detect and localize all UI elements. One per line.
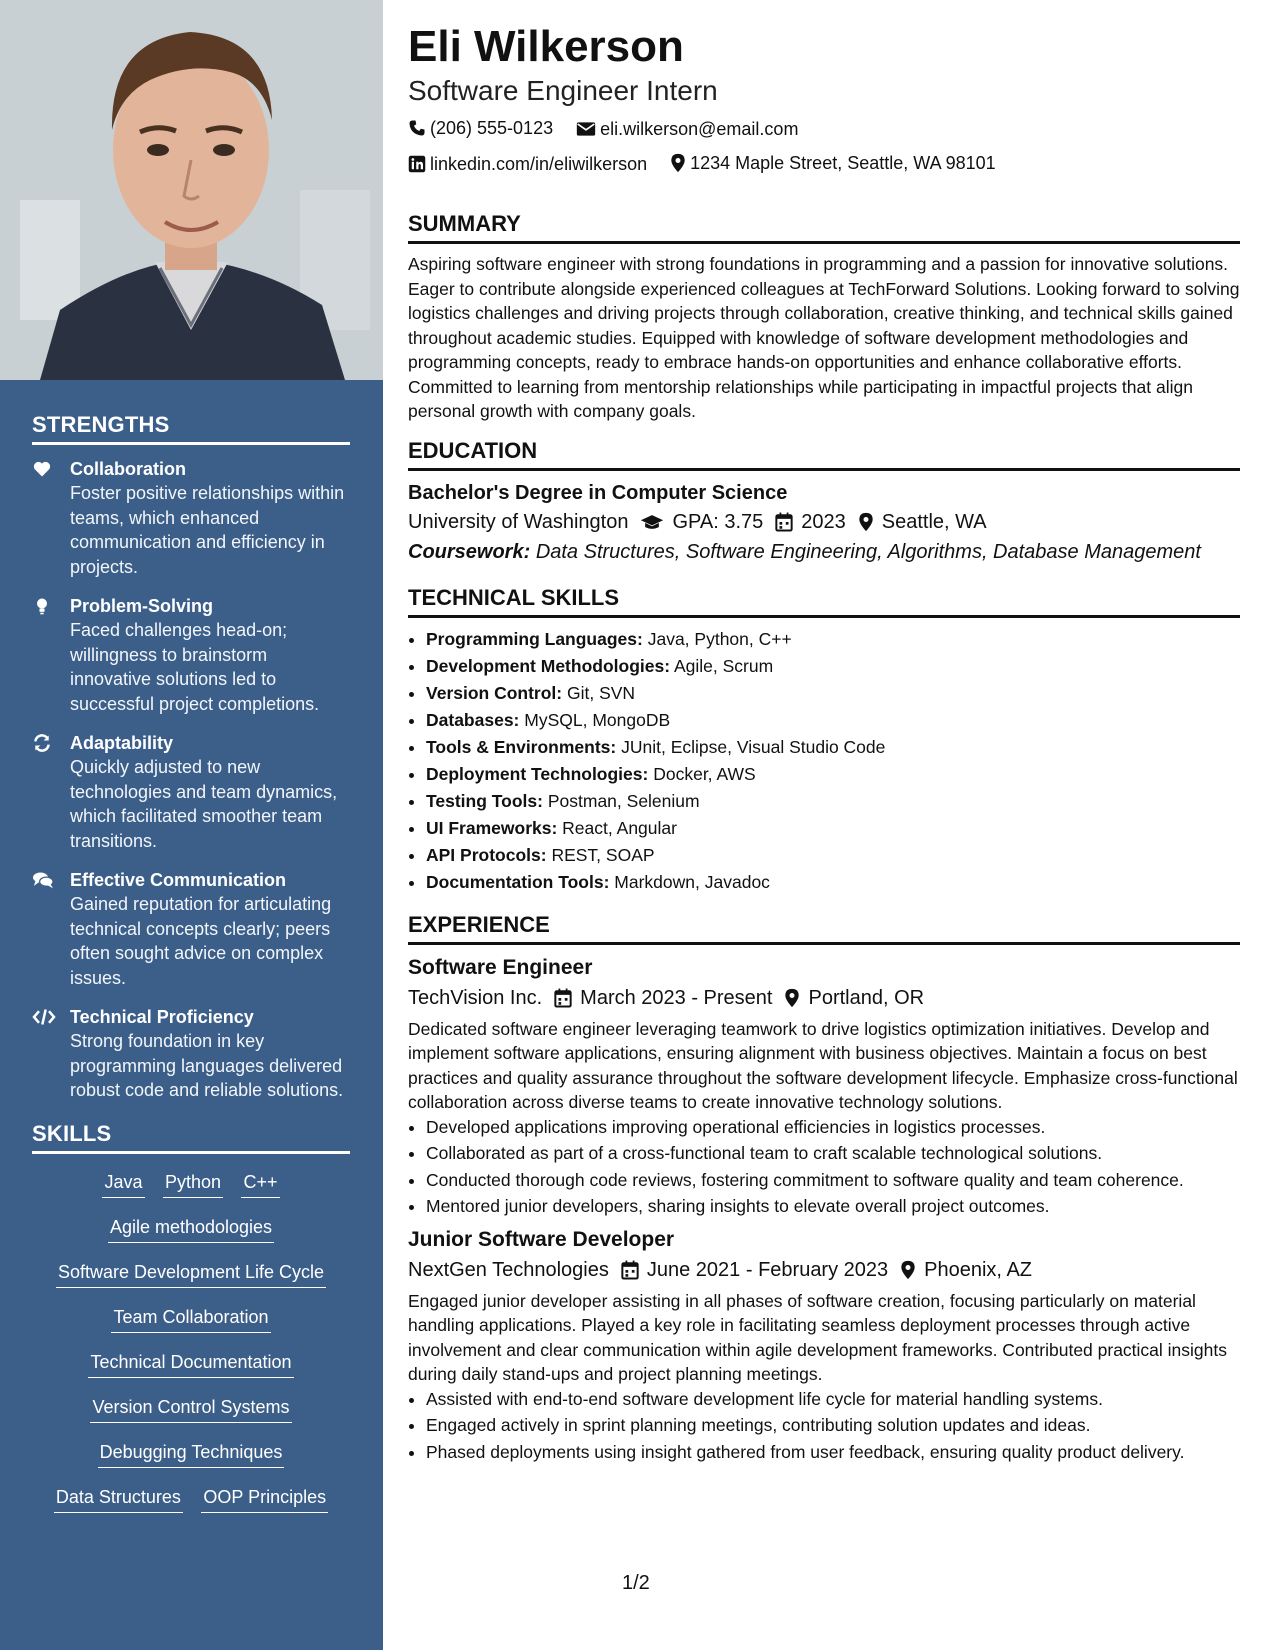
main-content xyxy=(408,20,1240,1466)
linkedin-icon xyxy=(408,155,426,173)
skill-tag: Technical Documentation xyxy=(88,1350,293,1378)
skill-tag: Version Control Systems xyxy=(90,1395,291,1423)
skill-row xyxy=(32,1170,350,1201)
phone-text: (206) 555-0123 xyxy=(430,118,554,138)
skill-tag: OOP Principles xyxy=(201,1485,328,1513)
lightbulb-icon xyxy=(32,596,52,616)
strength-description: Quickly adjusted to new technologies and team dynamics, which facilitated smoother team transitions. xyxy=(70,757,338,851)
chat-icon xyxy=(32,870,54,890)
calendar-icon xyxy=(554,988,572,1008)
year-item xyxy=(775,507,846,537)
map-pin-icon xyxy=(670,153,686,173)
job-meta xyxy=(408,983,1240,1013)
list-item: • Conducted thorough code reviews, fostering commitment to software quality and team coherence. xyxy=(426,1168,1240,1193)
company-name: TechVision Inc. xyxy=(408,986,543,1009)
list-item xyxy=(426,761,1240,788)
skill-label: Version Control: xyxy=(426,682,563,703)
job-location: Portland, OR xyxy=(808,986,925,1009)
technical-skills-list xyxy=(408,626,1240,896)
phone-contact xyxy=(408,112,553,144)
education-meta xyxy=(408,507,1240,537)
list-item xyxy=(426,788,1240,815)
list-item xyxy=(426,626,1240,653)
education-heading: EDUCATION xyxy=(408,436,1240,471)
summary-text: Aspiring software engineer with strong foundations in programming and a passion for innovative solutions. Eager to contribute alongside experienced colleagues at TechForward Solutions. Looking forward to solving logistics challenges and driving projects through collaboration, creative thinking, and technical skills gained throughout academic studies. Equipped with knowledge of software development methodologies and programming concepts, ready to embrace hands-on opportunities and enhance collaborative efforts. Committed to learning from mentorship relationships while participating in impactful projects that align personal growth with company goals. xyxy=(408,254,1240,421)
contact-info xyxy=(408,112,1240,183)
skill-row xyxy=(32,1440,350,1471)
skill-tag: Team Collaboration xyxy=(111,1305,270,1333)
skill-label: Development Methodologies: xyxy=(426,655,671,676)
job-bullets xyxy=(408,1387,1240,1465)
strength-title: Technical Proficiency xyxy=(70,1007,254,1027)
skill-tag: Java xyxy=(102,1170,144,1198)
technical-skills-heading: TECHNICAL SKILLS xyxy=(408,583,1240,618)
skill-value: Postman, Selenium xyxy=(547,790,700,811)
list-item xyxy=(426,815,1240,842)
skill-value: Markdown, Javadoc xyxy=(614,871,770,892)
skill-label: Databases: xyxy=(426,709,520,730)
strength-title: Effective Communication xyxy=(70,870,287,890)
skill-label: Deployment Technologies: xyxy=(426,763,649,784)
calendar-icon xyxy=(621,1260,639,1280)
job-description: Engaged junior developer assisting in all phases of software creation, focusing particularly on material handling applications. Played a key role in facilitating seamless deployment processes through active involvement and clear communication within agile development frameworks. Contributed practical insights during daily stand-ups and project planning meetings. xyxy=(408,1290,1228,1384)
job-dates-item xyxy=(621,1255,888,1285)
strength-description: Faced challenges head-on; willingness to brainstorm innovative solutions led to successful project completions. xyxy=(70,620,320,714)
skill-tag: Python xyxy=(163,1170,223,1198)
company-name: NextGen Technologies xyxy=(408,1258,609,1281)
strengths-heading: STRENGTHS xyxy=(32,412,350,445)
skill-value: REST, SOAP xyxy=(551,844,655,865)
strength-description: Strong foundation in key programming languages delivered robust code and reliable solutions. xyxy=(70,1031,344,1100)
skill-row xyxy=(32,1485,350,1516)
coursework-text: Data Structures, Software Engineering, Algorithms, Database Management xyxy=(535,540,1201,563)
skill-label: API Protocols: xyxy=(426,844,547,865)
sync-icon xyxy=(32,733,52,753)
list-item xyxy=(426,680,1240,707)
skill-label: Documentation Tools: xyxy=(426,871,610,892)
list-item xyxy=(426,734,1240,761)
linkedin-contact[interactable] xyxy=(408,148,647,180)
degree: Bachelor's Degree in Computer Science xyxy=(408,481,788,504)
strength-item xyxy=(32,868,350,990)
list-item: • Phased deployments using insight gathered from user feedback, ensuring quality product delivery. xyxy=(426,1440,1240,1465)
summary-section xyxy=(408,209,1240,424)
email-contact[interactable] xyxy=(576,113,798,145)
candidate-name: Eli Wilkerson xyxy=(408,22,684,71)
list-item: • Assisted with end-to-end software development life cycle for material handling systems. xyxy=(426,1387,1240,1412)
skill-row xyxy=(32,1305,350,1336)
list-item: • Mentored junior developers, sharing insights to elevate overall project outcomes. xyxy=(426,1194,1240,1219)
skills-heading: SKILLS xyxy=(32,1121,350,1154)
job-location: Phoenix, AZ xyxy=(924,1258,1032,1281)
skill-tag: C++ xyxy=(241,1170,279,1198)
calendar-icon xyxy=(775,512,793,532)
skill-label: Testing Tools: xyxy=(426,790,543,811)
job-entry xyxy=(408,953,1240,1219)
education-section xyxy=(408,436,1240,567)
sidebar-content xyxy=(32,412,350,1530)
list-item xyxy=(426,869,1240,896)
job-location-item xyxy=(784,983,924,1013)
job-dates: June 2021 - February 2023 xyxy=(646,1258,889,1281)
candidate-title: Software Engineer Intern xyxy=(408,75,718,106)
page-number: 1/2 xyxy=(622,1572,650,1594)
map-pin-icon xyxy=(900,1260,916,1280)
profile-photo xyxy=(0,0,383,380)
skill-tag: Software Development Life Cycle xyxy=(56,1260,326,1288)
strength-item xyxy=(32,457,350,579)
gpa-item xyxy=(640,507,763,537)
list-item: • Collaborated as part of a cross-functional team to craft scalable technological solutions. xyxy=(426,1141,1240,1166)
list-item: • Engaged actively in sprint planning meetings, contributing solution updates and ideas. xyxy=(426,1413,1240,1438)
skill-value: MySQL, MongoDB xyxy=(524,709,671,730)
strength-title: Adaptability xyxy=(70,733,174,753)
phone-icon xyxy=(408,119,426,137)
skill-tag: Debugging Techniques xyxy=(98,1440,285,1468)
job-bullets xyxy=(408,1115,1240,1219)
coursework-label: Coursework: xyxy=(408,540,531,563)
list-item: • Developed applications improving operational efficiencies in logistics processes. xyxy=(426,1115,1240,1140)
summary-heading: SUMMARY xyxy=(408,209,1240,244)
map-pin-icon xyxy=(858,512,874,532)
school-name: University of Washington xyxy=(408,510,629,533)
skill-label: Tools & Environments: xyxy=(426,736,617,757)
job-location-item xyxy=(900,1255,1032,1285)
skill-value: Git, SVN xyxy=(567,682,636,703)
list-item xyxy=(426,707,1240,734)
skill-tag: Agile methodologies xyxy=(108,1215,274,1243)
strength-item xyxy=(32,1005,350,1103)
skills-section xyxy=(32,1121,350,1516)
job-meta xyxy=(408,1255,1240,1285)
skill-label: UI Frameworks: xyxy=(426,817,558,838)
strength-description: Gained reputation for articulating technical concepts clearly; peers often sought advice on complex issues. xyxy=(70,894,332,988)
coursework xyxy=(408,537,1240,567)
address-text: 1234 Maple Street, Seattle, WA 98101 xyxy=(690,153,996,173)
location-text: Seattle, WA xyxy=(881,510,987,533)
email-text: eli.wilkerson@email.com xyxy=(600,119,799,139)
skill-value: Agile, Scrum xyxy=(673,655,774,676)
address-contact xyxy=(670,147,996,179)
strength-title: Collaboration xyxy=(70,459,186,479)
skill-value: React, Angular xyxy=(562,817,677,838)
gpa-text: GPA: 3.75 xyxy=(672,510,764,533)
graduation-cap-icon xyxy=(640,513,664,531)
map-pin-icon xyxy=(784,988,800,1008)
skill-value: Java, Python, C++ xyxy=(647,628,792,649)
job-description: Dedicated software engineer leveraging teamwork to drive logistics optimization initiatives. Develop and implement software applications, ensuring alignment with business objectives. Maintain a focus on best practices and quality assurance throughout the software development lifecycle. Emphasize cross-functional collaboration across diverse teams to create innovative technology solutions. xyxy=(408,1018,1238,1112)
year-text: 2023 xyxy=(801,510,846,533)
job-dates: March 2023 - Present xyxy=(580,986,773,1009)
skill-value: Docker, AWS xyxy=(653,763,756,784)
strength-item xyxy=(32,731,350,853)
skill-label: Programming Languages: xyxy=(426,628,643,649)
skill-tag: Data Structures xyxy=(54,1485,183,1513)
skill-row xyxy=(32,1395,350,1426)
strength-item xyxy=(32,594,350,716)
experience-heading: EXPERIENCE xyxy=(408,910,1240,945)
list-item xyxy=(426,842,1240,869)
job-entry xyxy=(408,1225,1240,1465)
skill-row xyxy=(32,1260,350,1291)
skill-row xyxy=(32,1215,350,1246)
strength-title: Problem-Solving xyxy=(70,596,214,616)
list-item xyxy=(426,653,1240,680)
sidebar xyxy=(0,0,383,1650)
skill-row xyxy=(32,1350,350,1381)
strength-description: Foster positive relationships within teams, which enhanced communication and efficiency in projects. xyxy=(70,483,345,577)
job-dates-item xyxy=(554,983,772,1013)
job-title: Junior Software Developer xyxy=(408,1227,675,1251)
heart-icon xyxy=(32,459,52,479)
experience-section xyxy=(408,910,1240,1465)
code-icon xyxy=(32,1007,56,1027)
technical-skills-section xyxy=(408,583,1240,896)
envelope-icon xyxy=(576,121,596,137)
skill-value: JUnit, Eclipse, Visual Studio Code xyxy=(621,736,886,757)
profile-photo-illustration xyxy=(0,0,383,380)
location-item xyxy=(858,507,987,537)
job-title: Software Engineer xyxy=(408,955,593,979)
linkedin-text: linkedin.com/in/eliwilkerson xyxy=(430,154,648,174)
